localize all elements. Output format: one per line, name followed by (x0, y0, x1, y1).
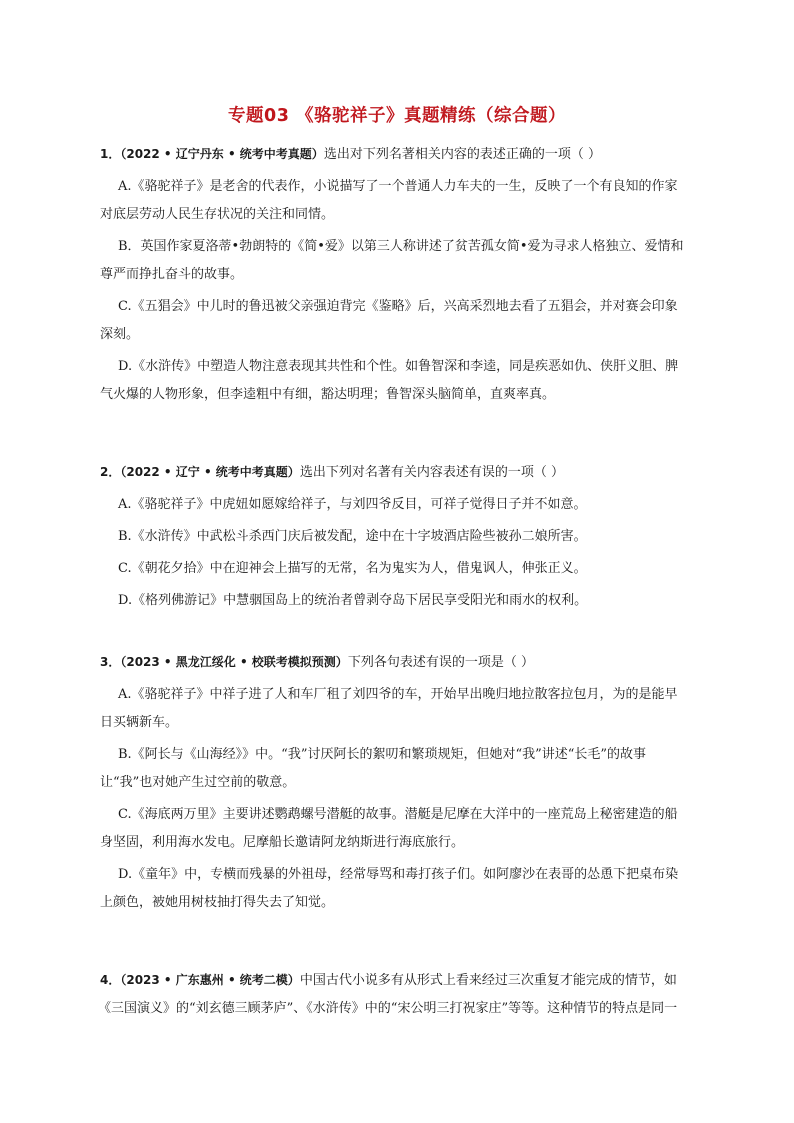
option-line: 尊严而挣扎奋斗的故事。 (100, 267, 244, 282)
option-line: 上颜色，被她用树枝抽打得失去了知觉。 (100, 895, 335, 910)
question-text: 选出对下列名著相关内容的表述正确的一项（ ） (323, 147, 601, 162)
option-line: 深刻。 (100, 327, 140, 342)
option-line: C.《五猖会》中儿时的鲁迅被父亲强迫背完《鉴略》后，兴高采烈地去看了五猖会，并对赛会印象 (118, 299, 678, 314)
question-stem (100, 648, 720, 677)
question-source: （2022 • 辽宁丹东 • 统考中考真题） (120, 147, 324, 161)
option-line: 日买辆新车。 (100, 715, 179, 730)
option-d (100, 587, 720, 615)
option-line: 让“我”也对她产生过空前的敬意。 (100, 775, 296, 790)
option-c (100, 555, 720, 583)
option-line: 对底层劳动人民生存状况的关注和同情。 (100, 207, 335, 222)
question-text: 选出下列对名著有关内容表述有误的一项（ ） (299, 465, 564, 480)
option-line: D.《格列佛游记》中慧骃国岛上的统治者曾剥夺岛下居民享受阳光和雨水的权利。 (118, 593, 588, 608)
option-line: 气火爆的人物形象，但李逵粗中有细，豁达明理；鲁智深头脑简单，直爽率真。 (100, 387, 556, 402)
option-a (100, 681, 720, 737)
option-b (100, 741, 720, 797)
option-line: A.《骆驼祥子》中虎妞如愿嫁给祥子，与刘四爷反目，可祥子觉得日子并不如意。 (118, 497, 587, 512)
question-source: （2023 • 黑龙江绥化 • 校联考模拟预测） (120, 655, 348, 669)
option-line: C.《朝花夕拾》中在迎神会上描写的无常，名为鬼实为人，借鬼讽人，伸张正义。 (118, 561, 587, 576)
option-line: D.《童年》中，专横而残暴的外祖母，经常辱骂和毒打孩子们。如阿廖沙在表哥的怂恿下把桌布染 (118, 867, 679, 882)
question-2 (100, 458, 720, 615)
question-text-continued: 《三国演义》的“刘玄德三顾茅庐”、《水浒传》中的“宋公明三打祝家庄”等等。这种情节的特点是同一 (98, 1001, 678, 1016)
page-title: 专题03 《骆驼祥子》真题精练（综合题） (228, 106, 566, 126)
option-d (100, 861, 720, 917)
question-1 (100, 140, 720, 409)
question-stem (100, 966, 720, 995)
question-number: 3． (100, 655, 121, 669)
option-line: B.《阿长与《山海经》》中。“我”讨厌阿长的絮叨和繁琐规矩，但她对“我”讲述“长毛”的故事 (118, 747, 647, 762)
option-line: B.《水浒传》中武松斗杀西门庆后被发配，途中在十字坡酒店险些被孙二娘所害。 (118, 529, 587, 544)
question-source: （2023 • 广东惠州 • 统考二模） (120, 973, 300, 987)
question-source: （2022 • 辽宁 • 统考中考真题） (120, 465, 300, 479)
question-number: 2． (100, 465, 121, 479)
question-stem (100, 458, 720, 487)
option-c (100, 293, 720, 349)
question-3 (100, 648, 720, 917)
question-stem (100, 140, 720, 169)
option-line: 身坚固，利用海水发电。尼摩船长邀请阿龙纳斯进行海底旅行。 (100, 835, 465, 850)
option-d (100, 353, 720, 409)
question-number: 4． (100, 973, 121, 987)
question-4 (100, 966, 720, 1023)
option-c (100, 801, 720, 857)
option-a (100, 491, 720, 519)
option-line: B．英国作家夏洛蒂•勃朗特的《简•爱》以第三人称讲述了贫苦孤女简•爱为寻求人格独立、爱情和 (118, 239, 684, 254)
option-line: A.《骆驼祥子》是老舍的代表作，小说描写了一个普通人力车夫的一生，反映了一个有良知的作家 (118, 179, 678, 194)
option-line: C.《海底两万里》主要讲述鹦鹉螺号潜艇的故事。潜艇是尼摩在大洋中的一座荒岛上秘密建造的船 (118, 807, 678, 822)
question-text: 中国古代小说多有从形式上看来经过三次重复才能完成的情节，如 (299, 973, 677, 988)
option-line: D.《水浒传》中塑造人物注意表现其共性和个性。如鲁智深和李逵，同是疾恶如仇、侠肝义胆、脾 (118, 359, 679, 374)
option-b (100, 523, 720, 551)
question-text: 下列各句表述有误的一项是（ ） (347, 655, 534, 670)
option-b (100, 233, 720, 289)
option-line: A.《骆驼祥子》中祥子进了人和车厂租了刘四爷的车，开始早出晚归地拉散客拉包月，为的是能早 (118, 687, 678, 702)
option-a (100, 173, 720, 229)
question-number: 1． (100, 147, 121, 161)
